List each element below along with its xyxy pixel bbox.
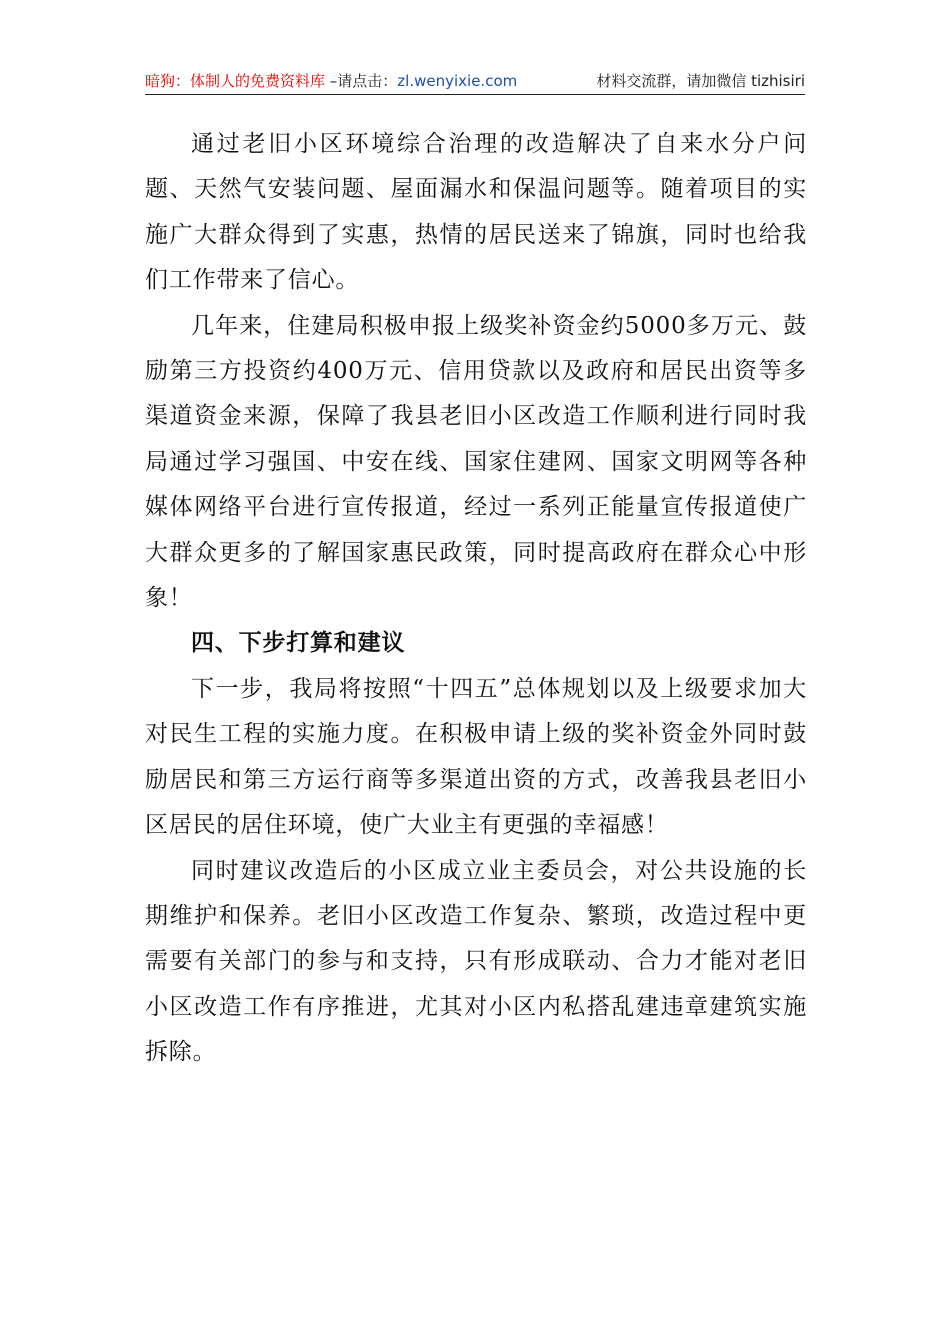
section-heading-next-steps: 四、下步打算和建议 [191,630,406,657]
site-label: 暗狗：体制人的免费资料库 [145,72,326,90]
paragraph-renovation-results: 通过老旧小区环境综合治理的改造解决了自来水分户问题、天然气安装问题、屋面漏水和保温问题等。随着项目的实施广大群众得到了实惠，热情的居民送来了锦旗，同时也给我们工作带来了信心。 [145,131,807,294]
paragraph-funding: 几年来，住建局积极申报上级奖补资金约5000多万元、鼓励第三方投资约400万元、信用贷款以及政府和居民出资等多渠道资金来源，保障了我县老旧小区改造工作顺利进行同时我局通过学习强国、中安在线、国家住建网、国家文明网等各种媒体网络平台进行宣传报道，经过一系列正能量宣传报道使广大群众更多的了解国家惠民政策，同时提高政府在群众心中形象！ [145,312,807,612]
paragraph-next-plan: 下一步，我局将按照“十四五”总体规划以及上级要求加大对民生工程的实施力度。在积极申请上级的奖补资金外同时鼓励居民和第三方运行商等多渠道出资的方式，改善我县老旧小区居民的居住环境，使广大业主有更强的幸福感！ [145,675,807,839]
wechat-note: 材料交流群，请加微信 tizhisiri [596,72,805,90]
page-header [145,68,805,95]
document-body [145,122,807,1076]
site-url-link[interactable]: zl.wenyixie.com [397,72,518,90]
click-label: –请点击： [325,72,398,90]
paragraph-suggestions: 同时建议改造后的小区成立业主委员会，对公共设施的长期维护和保养。老旧小区改造工作复杂、繁琐，改造过程中更需要有关部门的参与和支持，只有形成联动、合力才能对老旧小区改造工作有序推进，尤其对小区内私搭乱建违章建筑实施拆除。 [145,857,807,1066]
